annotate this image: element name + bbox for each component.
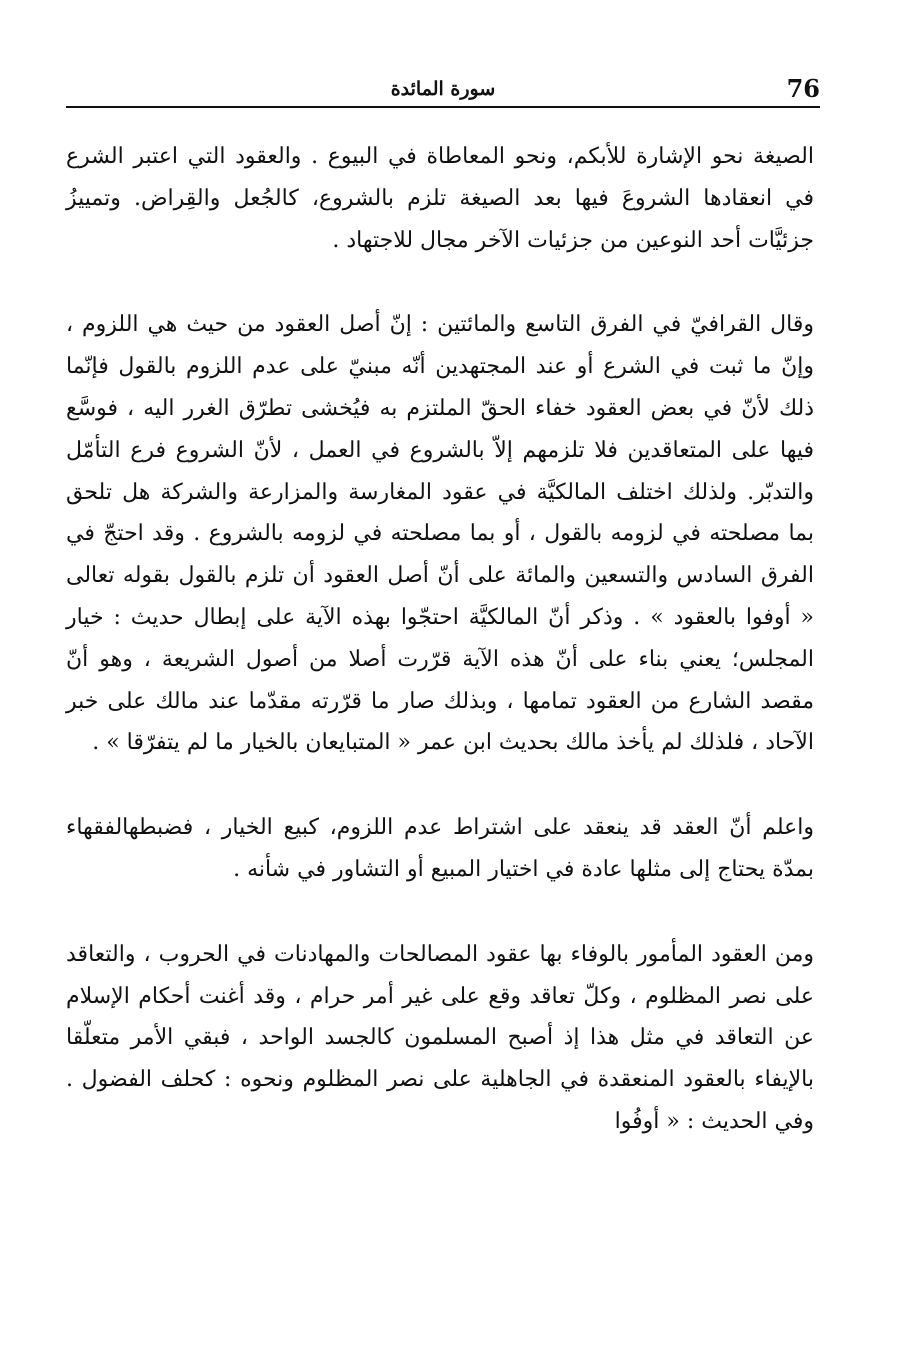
paragraph-gap <box>66 764 814 807</box>
paragraph-2: وقال القرافيّ في الفرق التاسع والمائتين : إنّ أصل العقود من حيث هي اللزوم ، وإنّ ما ثبت في الشرع أو عند المجتهدين أنّه مبنيّ على عدم اللزوم بالقول فإنّما ذلك لأنّ في بعض العقود خفاء الحقّ الملتزم به فيُخشى تطرّق الغرر اليه ، فوسَّع فيها على المتعاقدين فلا تلزمهم إلاّ بالشروع في العمل ، لأنّ الشروع فرع التأمّل والتدبّر. ولذلك اختلف المالكيَّة في عقود المغارسة والمزارعة والشركة هل تلحق بما مصلحته في لزومه بالقول ، أو بما مصلحته في لزومه بالشروع . وقد احتجّ في الفرق السادس والتسعين والمائة على أنّ أصل العقود أن تلزم بالقول بقوله تعالى « أوفوا بالعقود » . وذكر أنّ المالكيَّة احتجّوا بهذه الآية على إبطال حديث : خيار المجلس؛ يعني بناء على أنّ هذه الآية قرّرت أصلا من أصول الشريعة ، وهو أنّ مقصد الشارع من العقود تمامها ، وبذلك صار ما قرّرته مقدّما عند مالك على خبر الآحاد ، فلذلك لم يأخذ مالك بحديث ابن عمر « المتبايعان بالخيار ما لم يتفرّقا » . <box>66 312 814 756</box>
page-number: 76 <box>786 74 820 103</box>
header-divider <box>66 106 820 108</box>
paragraph-gap <box>66 891 814 934</box>
page-body <box>66 136 814 1143</box>
paragraph-4: ومن العقود المأمور بالوفاء بها عقود المصالحات والمهادنات في الحروب ، والتعاقد على نصر المظلوم ، وكلّ تعاقد وقع على غير أمر حرام ، وقد أغنت أحكام الإسلام عن التعاقد في مثل هذا إذ أصبح المسلمون كالجسد الواحد ، فبقي الأمر متعلّقا بالإيفاء بالعقود المنعقدة في الجاهلية على نصر المظلوم ونحوه : كحلف الفضول . وفي الحديث : « أوفُوا <box>66 941 814 1134</box>
paragraph-gap <box>66 261 814 304</box>
paragraph-1: الصيغة نحو الإشارة للأبكم، ونحو المعاطاة في البيوع . والعقود التي اعتبر الشرع في انعقادها الشروعَ فيها بعد الصيغة تلزم بالشروع، كالجُعل والقِراض. وتمييزُ جزئيَّات أحد النوعين من جزئيات الآخر مجال للاجتهاد . <box>66 144 814 253</box>
page-header <box>66 72 820 106</box>
paragraph-3: واعلم أنّ العقد قد ينعقد على اشتراط عدم اللزوم، كبيع الخيار ، فضبطهالفقهاء بمدّة يحتاج إلى مثلها عادة في اختيار المبيع أو التشاور في شأنه . <box>66 815 814 882</box>
running-title: سورة المائدة <box>390 78 496 100</box>
